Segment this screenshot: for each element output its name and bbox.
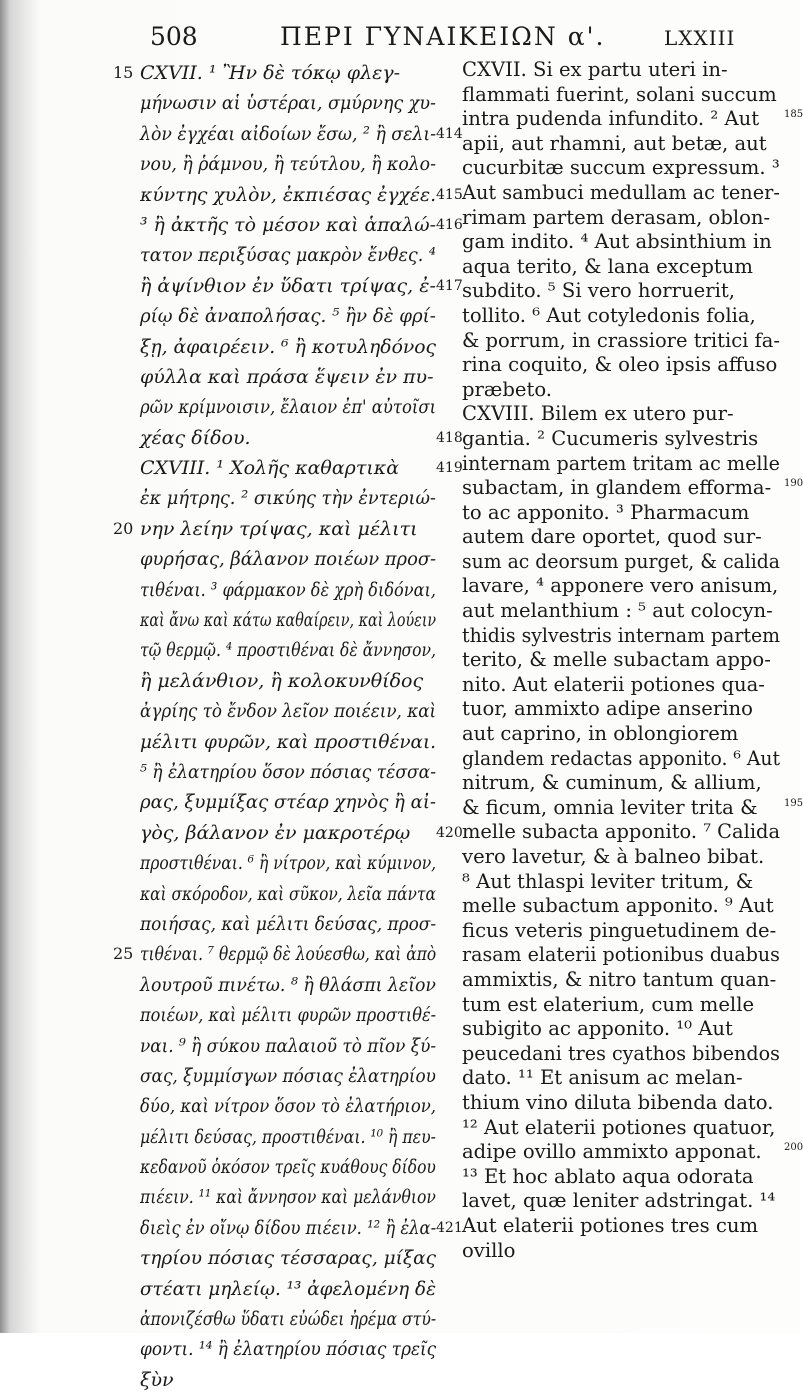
greek-line-text: διεὶς ἐν οἴνῳ δίδου πιέειν. ¹² ἢ ἐλα- xyxy=(140,1216,437,1239)
greek-line-text: τηρίου πόσιας τέσσαρας, μίξας xyxy=(140,1247,437,1270)
greek-line-text: προστιθέναι. ⁶ ἢ νίτρον, καὶ κύμινον, xyxy=(140,852,437,875)
latin-line-text: tum est elaterium, cum melle xyxy=(462,992,755,1016)
margin-reference-number: 414 xyxy=(436,125,463,142)
greek-line xyxy=(140,818,463,848)
latin-line xyxy=(462,599,782,624)
latin-line xyxy=(462,1066,782,1091)
latin-line xyxy=(462,943,782,968)
greek-line xyxy=(140,483,440,513)
margin-reference-number: 195 xyxy=(784,797,803,809)
latin-line xyxy=(462,574,782,599)
latin-line-text: cucurbitæ succum expressum. ³ xyxy=(462,156,780,180)
greek-line-text: χέας δίδου. xyxy=(140,426,251,449)
greek-line xyxy=(140,544,440,574)
greek-line xyxy=(140,1365,440,1395)
latin-line xyxy=(462,1042,782,1067)
greek-line xyxy=(140,88,440,118)
latin-line-text: CXVIII. Bilem ex utero pur- xyxy=(462,402,734,426)
latin-line-text: tollito. ⁶ Aut cotyledonis folia, xyxy=(462,303,756,327)
greek-line xyxy=(140,696,440,726)
latin-line xyxy=(462,476,803,501)
latin-line-text: peucedani tres cyathos bibendos xyxy=(462,1041,780,1065)
latin-line xyxy=(462,427,782,452)
greek-line-text: γὸς, βάλανον ἐν μακροτέρῳ xyxy=(140,821,411,844)
greek-line-text: ποιήσας, καὶ μέλιτι δεύσας, προσ- xyxy=(140,912,437,935)
margin-reference-number: 416 xyxy=(436,216,463,233)
latin-line-text: ammixtis, & nitro tantum quan- xyxy=(462,967,777,991)
latin-line xyxy=(462,156,782,181)
greek-line xyxy=(140,1091,440,1121)
greek-text-column xyxy=(113,58,463,1395)
latin-line-text: ¹³ Et hoc ablato aqua odorata xyxy=(462,1164,754,1188)
latin-line-text: lavet, quæ leniter adstringat. ¹⁴ xyxy=(462,1189,776,1213)
latin-line xyxy=(462,845,782,870)
greek-line-text: φύλλα καὶ πράσα ἕψειν ἐν πυ- xyxy=(140,365,434,388)
latin-line xyxy=(462,968,782,993)
greek-line-text: ναι. ⁹ ἢ σύκου παλαιοῦ τὸ πῖον ξύ- xyxy=(140,1034,437,1057)
latin-line-text: flammati fuerint, solani succum xyxy=(462,82,777,106)
latin-line xyxy=(462,206,782,231)
latin-line xyxy=(462,697,782,722)
greek-line xyxy=(140,392,440,422)
latin-line-text: & ficum, omnia leviter trita & xyxy=(462,795,758,819)
margin-reference-number: 418 xyxy=(436,429,463,446)
latin-line xyxy=(462,501,782,526)
section-number: LXXIII xyxy=(664,26,736,50)
greek-line xyxy=(140,271,463,301)
greek-line xyxy=(140,1334,440,1364)
greek-line-text: φοντι. ¹⁴ ἢ ἐλατηρίου πόσιας τρεῖς xyxy=(140,1338,437,1361)
greek-line-text: ρῶν κρίμνοισιν, ἔλαιον ἐπ' αὐτοῖσι xyxy=(140,396,437,419)
latin-line-text: melle subacta apponito. ⁷ Calida xyxy=(462,820,781,844)
latin-line-text: gantia. ² Cucumeris sylvestris xyxy=(462,426,759,450)
greek-line-text: ξῃ, ἀφαιρέειν. ⁶ ἢ κοτυληδόνος xyxy=(140,335,437,358)
greek-line-text: σας, ξυμμίσγων πόσιας ἐλατηρίου xyxy=(140,1064,436,1087)
greek-line xyxy=(140,1182,440,1212)
greek-line xyxy=(140,757,440,787)
greek-line-text: τατον περιξύσας μακρὸν ἔνθες. ⁴ xyxy=(140,244,436,267)
latin-line-text: Aut sambuci medullam ac tener- xyxy=(462,180,780,204)
greek-line-text: τιθέναι. ⁷ θερμῷ δὲ λούεσθω, καὶ ἀπὸ xyxy=(140,943,437,966)
latin-line xyxy=(462,1140,803,1165)
latin-line xyxy=(462,279,782,304)
greek-line-text: ρας, ξυμμίξας στέαρ χηνὸς ἢ αἰ- xyxy=(140,791,437,814)
latin-line xyxy=(462,132,782,157)
latin-line-text: CXVII. Si ex partu uteri in- xyxy=(462,58,728,81)
greek-line xyxy=(140,210,463,240)
margin-line-number: 20 xyxy=(113,518,134,538)
latin-line xyxy=(462,1165,782,1190)
latin-line xyxy=(462,771,782,796)
latin-line xyxy=(462,747,782,772)
latin-line-text: ovillo xyxy=(462,1238,516,1262)
latin-line xyxy=(462,673,782,698)
greek-line xyxy=(140,1122,440,1152)
running-title: ΠΕΡΙ ΓΥΝΑΙΚΕΙΩΝ α'. xyxy=(280,22,606,51)
latin-line xyxy=(462,1091,782,1116)
greek-line-text: ποιέων, καὶ μέλιτι φυρῶν προστιθέ- xyxy=(140,1004,437,1027)
greek-line xyxy=(140,787,440,817)
greek-line xyxy=(140,727,440,757)
latin-line xyxy=(462,1017,782,1042)
greek-line xyxy=(140,848,440,878)
latin-line-text: intra pudenda infundito. ² Aut xyxy=(462,107,760,131)
latin-line xyxy=(462,525,782,550)
latin-line-text: præbeto. xyxy=(462,377,553,401)
latin-line xyxy=(462,304,782,329)
latin-line-text: rina coquito, & oleo ipsis affuso xyxy=(462,353,778,377)
greek-line-text: μέλιτι φυρῶν, καὶ προστιθέναι. xyxy=(140,730,437,753)
greek-line xyxy=(140,1031,440,1061)
latin-line-text: vero lavetur, & à balneo bibat. xyxy=(462,845,765,868)
greek-line-text: ρίῳ δὲ ἀναπολήσας. ⁵ ἢν δὲ φρί- xyxy=(140,305,436,328)
margin-reference-number: 419 xyxy=(436,460,463,477)
latin-line xyxy=(462,452,782,477)
greek-line-text: νου, ἢ ῥάμνου, ἢ τεύτλου, ἢ κολο- xyxy=(140,153,436,176)
greek-line-text: λουτροῦ πινέτω. ⁸ ἢ θλάσπι λεῖον xyxy=(140,973,436,996)
latin-line xyxy=(462,820,782,845)
greek-line xyxy=(140,453,463,483)
latin-line-text: ¹² Aut elaterii potiones quatuor, xyxy=(462,1115,776,1139)
latin-line xyxy=(462,550,782,575)
latin-line xyxy=(462,1116,782,1141)
latin-line-text: gam indito. ⁴ Aut absinthium in xyxy=(462,230,772,254)
latin-line-text: tuor, ammixto adipe anserino xyxy=(462,697,753,721)
greek-line xyxy=(140,1274,440,1304)
latin-text-column xyxy=(462,58,803,1263)
greek-line-text: ἢ μελάνθιον, ἢ κολοκυνθίδος xyxy=(140,669,424,692)
greek-line-text: CXVIII. ¹ Χολῆς καθαρτικὰ xyxy=(140,457,400,480)
margin-reference-number: 185 xyxy=(784,109,803,121)
greek-line xyxy=(140,1304,440,1334)
latin-line-text: aqua terito, & lana exceptum xyxy=(462,254,753,278)
latin-line xyxy=(462,107,803,132)
latin-line xyxy=(462,230,782,255)
greek-line-text: κεδανοῦ ὁκόσον τρεῖς κυάθους δίδου xyxy=(140,1156,436,1179)
latin-line xyxy=(462,83,782,108)
greek-line-text: καὶ ἄνω καὶ κάτω καθαίρειν, καὶ λούειν xyxy=(140,609,437,632)
greek-line xyxy=(140,1243,440,1273)
latin-line-text: nito. Aut elaterii potiones qua- xyxy=(462,672,765,696)
greek-line-text: CXVII. ¹ Ἢν δὲ τόκῳ φλεγ- xyxy=(140,62,401,84)
latin-line xyxy=(462,58,782,83)
greek-line xyxy=(140,879,440,909)
greek-line-text: λὸν ἐγχέαι αἰδοίων ἔσω, ² ἢ σελι- xyxy=(140,122,436,145)
greek-line xyxy=(140,666,440,696)
latin-line xyxy=(462,993,782,1018)
latin-line xyxy=(462,795,803,821)
latin-line xyxy=(462,919,782,944)
latin-line-text: dato. ¹¹ Et anisum ac melan- xyxy=(462,1066,743,1090)
greek-line-text: καὶ σκόροδον, καὶ σῦκον, λεῖα πάντα xyxy=(140,882,436,905)
margin-line-number: 25 xyxy=(113,944,134,964)
greek-line xyxy=(140,119,463,149)
greek-line xyxy=(140,149,440,179)
latin-line-text: aut melanthium : ⁵ aut colocyn- xyxy=(462,599,773,623)
latin-line-text: subdito. ⁵ Si vero horruerit, xyxy=(462,279,735,303)
greek-line xyxy=(140,605,440,635)
margin-reference-number: 421 xyxy=(436,1219,463,1236)
latin-line-text: apii, aut rhamni, aut betæ, aut xyxy=(462,131,767,155)
latin-line-text: subactam, in glandem efforma- xyxy=(462,476,772,500)
latin-line xyxy=(462,402,782,427)
greek-line xyxy=(140,1213,463,1243)
greek-line-text: στέατι μηλείῳ. ¹³ ἀφελομένη δὲ xyxy=(140,1277,436,1300)
latin-line xyxy=(462,870,782,895)
latin-line xyxy=(462,329,782,354)
greek-line xyxy=(140,1061,440,1091)
greek-line xyxy=(140,332,440,362)
greek-line xyxy=(140,240,440,270)
greek-line xyxy=(140,301,440,331)
greek-line xyxy=(140,362,440,392)
latin-line xyxy=(462,378,782,403)
latin-line-text: adipe ovillo ammixto apponat. xyxy=(462,1140,762,1164)
latin-line xyxy=(462,894,782,919)
latin-line-text: nitrum, & cuminum, & allium, xyxy=(462,771,762,795)
margin-reference-number: 200 xyxy=(784,1142,803,1154)
greek-line xyxy=(140,423,463,453)
latin-line-text: melle subactum apponito. ⁹ Aut xyxy=(462,894,774,918)
greek-line-text: ἐκ μήτρης. ² σικύης τὴν ἐντεριώ- xyxy=(140,487,436,510)
latin-line-text: lavare, ⁴ apponere vero anisum, xyxy=(462,574,779,598)
greek-line-text: ἀπονιζέσθω ὕδατι εὐώδει ἠρέμα στύ- xyxy=(140,1308,437,1331)
greek-line xyxy=(140,180,463,210)
greek-line xyxy=(113,514,440,544)
greek-line-text: ἢ ἀψίνθιον ἐν ὕδατι τρίψας, ἐ- xyxy=(140,274,436,297)
greek-line xyxy=(140,909,440,939)
greek-line xyxy=(140,970,440,1000)
page-number: 508 xyxy=(150,22,198,51)
greek-line-text: πιέειν. ¹¹ καὶ ἄννησον καὶ μελάνθιον xyxy=(140,1186,436,1209)
latin-line-text: thidis sylvestris internam partem xyxy=(462,623,781,647)
latin-line-text: rimam partem derasam, oblon- xyxy=(462,205,771,229)
greek-line-text: ξὺν xyxy=(140,1368,174,1391)
latin-line xyxy=(462,1214,782,1239)
greek-line-text: νην λείην τρίψας, καὶ μέλιτι xyxy=(140,517,418,540)
running-header xyxy=(0,18,800,54)
latin-line-text: aut caprino, in oblongiorem xyxy=(462,722,739,746)
latin-line xyxy=(462,255,782,280)
latin-line xyxy=(462,722,782,747)
margin-reference-number: 190 xyxy=(784,478,803,490)
greek-line-text: μήνωσιν αἱ ὑστέραι, σμύρνης χυ- xyxy=(140,92,436,115)
latin-line-text: glandem redactas apponito. ⁶ Aut xyxy=(462,746,781,770)
greek-line-text: τῷ θερμῷ. ⁴ προστιθέναι δὲ ἄννησον, xyxy=(140,639,436,662)
margin-reference-number: 420 xyxy=(436,824,463,841)
greek-line-text: τιθέναι. ³ φάρμακον δὲ χρὴ διδόναι, xyxy=(140,578,436,601)
latin-line xyxy=(462,624,782,649)
latin-line-text: Aut elaterii potiones tres cum xyxy=(462,1213,759,1237)
latin-line-text: ⁸ Aut thlaspi leviter tritum, & xyxy=(462,869,754,893)
latin-line-text: autem dare oportet, quod sur- xyxy=(462,525,762,549)
latin-line xyxy=(462,1239,782,1264)
latin-line-text: subigito ac apponito. ¹⁰ Aut xyxy=(462,1017,733,1041)
greek-line-text: ἀγρίης τὸ ἔνδον λεῖον ποιέειν, καὶ xyxy=(140,700,437,723)
greek-line xyxy=(140,575,440,605)
margin-reference-number: 415 xyxy=(436,186,463,203)
margin-reference-number: 417 xyxy=(436,277,463,294)
latin-line-text: sum ac deorsum purget, & calida xyxy=(462,549,780,573)
latin-line xyxy=(462,181,782,206)
latin-line-text: rasam elaterii potionibus duabus xyxy=(462,943,780,967)
latin-line xyxy=(462,353,782,378)
greek-line xyxy=(140,1152,440,1182)
greek-line-text: ³ ἢ ἀκτῆς τὸ μέσον καὶ ἁπαλώ- xyxy=(140,213,436,236)
latin-line-text: terito, & melle subactam appo- xyxy=(462,648,771,672)
greek-line-text: φυρήσας, βάλανον ποιέων προσ- xyxy=(140,548,437,571)
greek-line-text: κύντης χυλὸν, ἐκπιέσας ἐγχέε. xyxy=(140,183,437,206)
greek-line-text: ⁵ ἢ ἐλατηρίου ὅσον πόσιας τέσσα- xyxy=(140,760,437,783)
greek-line-text: μέλιτι δεύσας, προστιθέναι. ¹⁰ ἢ πευ- xyxy=(140,1125,436,1148)
greek-line xyxy=(113,939,440,969)
latin-line-text: ficus veteris pinguetudinem de- xyxy=(462,918,777,942)
greek-line xyxy=(140,635,440,665)
latin-line-text: thium vino diluta bibenda dato. xyxy=(462,1090,774,1114)
greek-line-text: δύο, καὶ νίτρον ὅσον τὸ ἐλατήριον, xyxy=(140,1095,437,1118)
margin-line-number: 15 xyxy=(113,63,134,82)
latin-line xyxy=(462,1189,782,1214)
latin-line-text: internam partem tritam ac melle xyxy=(462,451,780,475)
greek-line xyxy=(113,58,440,88)
latin-line-text: & porrum, in crassiore tritici fa- xyxy=(462,328,780,352)
latin-line-text: to ac apponito. ³ Pharmacum xyxy=(462,500,750,524)
latin-line xyxy=(462,648,782,673)
greek-line xyxy=(140,1000,440,1030)
